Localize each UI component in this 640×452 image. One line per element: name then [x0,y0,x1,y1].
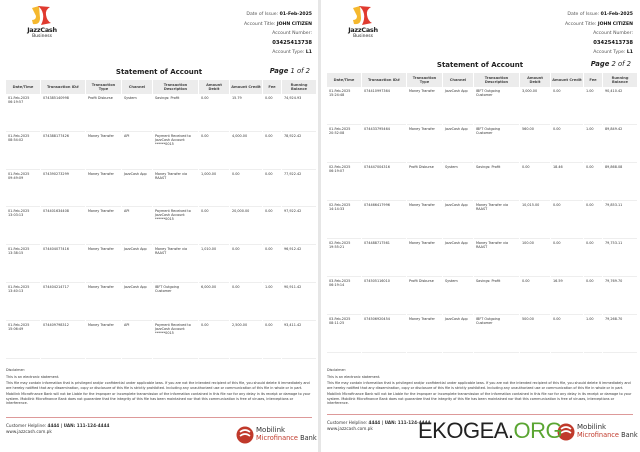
table-cell: 074401634408 [41,207,85,245]
table-cell: System [122,94,152,132]
table-cell: 74,924.93 [282,94,316,132]
table-cell: Money Transfer via RAAST [474,239,519,277]
table-cell: 89,849.42 [603,125,637,163]
table-cell: 074388177426 [41,132,85,170]
column-header: Amount Credit [230,80,262,94]
table-cell: 93,411.42 [282,321,316,359]
disclaimer-text: This is an electronic statement. [6,374,60,379]
table-cell: 1.00 [584,315,602,353]
table-cell: Profit Disburse [407,277,442,315]
table-cell: 0.00 [263,132,281,170]
table-cell: 01-Feb-2025 06:19:57 [6,94,40,132]
transaction-row [6,170,316,208]
statement-page-2 [321,0,639,452]
table-cell: Money Transfer [407,315,442,353]
table-cell: 0.00 [199,321,229,359]
watermark [418,419,562,443]
table-cell: System [443,277,473,315]
table-cell: 79,268.70 [603,315,637,353]
table-cell: 074433795464 [362,125,406,163]
table-cell: 15.79 [230,94,262,132]
transaction-row [327,163,637,201]
table-cell: API [122,321,152,359]
table-cell: 3,000.00 [520,87,550,125]
column-header: Amount Debit [520,73,550,87]
helpline-number: 4444 | UAN: 111-124-4444 [47,423,110,428]
column-header: Transaction Type [86,80,121,94]
table-cell: Money Transfer [407,201,442,239]
table-cell: 1.00 [584,87,602,125]
account-title: JOHN CITIZEN [276,21,312,27]
table-cell: Money Transfer [86,245,121,283]
page-number [591,60,631,68]
table-cell: Savings: Profit [153,94,198,132]
table-cell: Money Transfer [407,87,442,125]
watermark-part-2: ORG [513,418,563,443]
table-cell: 03-Feb-2025 08:11:25 [327,315,361,353]
jazzcash-logo [22,4,62,42]
table-cell: 77,922.42 [282,170,316,208]
table-cell: 10,015.00 [520,201,550,239]
transaction-row [6,245,316,283]
page-count: 1 of 2 [288,67,310,75]
jazzcash-logo [343,4,383,42]
table-cell: 01-Feb-2025 09:49:09 [6,170,40,208]
account-number-label: Account Number: [593,31,633,37]
table-cell: 100.00 [520,239,550,277]
table-cell: IBFT Outgoing Customer [474,315,519,353]
table-cell: 074505116010 [362,277,406,315]
table-cell: 4,000.00 [230,132,262,170]
helpline [6,423,109,435]
table-cell: Money Transfer [86,321,121,359]
table-cell: 0.00 [551,239,583,277]
table-cell: 96,912.42 [282,245,316,283]
transactions-table [5,80,317,359]
website-link[interactable]: www.jazzcash.com.pk [327,426,373,431]
table-cell: JazzCash App [122,170,152,208]
page-count: 2 of 2 [609,60,631,68]
column-header: Channel [122,80,152,94]
table-cell: JazzCash App [122,245,152,283]
table-cell: 1.00 [263,283,281,321]
transaction-row [327,239,637,277]
table-cell: 0.00 [551,125,583,163]
table-cell: 0.00 [230,170,262,208]
account-title-label: Account Title: [243,21,276,27]
disclaimer-heading: Disclaimer: [327,368,347,372]
column-header: Amount Credit [551,73,583,87]
table-cell: 16.59 [551,277,583,315]
table-cell: 074409798312 [41,321,85,359]
table-cell: JazzCash App [443,201,473,239]
column-header: Transaction ID# [362,73,406,87]
column-header: Transaction ID# [41,80,85,94]
logo-subtext: Business [32,34,52,39]
table-cell: 0.00 [230,283,262,321]
helpline [327,420,430,432]
helpline-label: Customer Helpline: [327,420,368,425]
account-number: 03425413738 [272,39,312,46]
table-cell: 0.00 [199,207,229,245]
table-cell: 02-Feb-2025 06:19:07 [327,163,361,201]
table-cell: IBFT Outgoing Customer [474,87,519,125]
table-cell: 0.00 [551,315,583,353]
transaction-row [6,283,316,321]
mobilink-bank-logo [234,424,318,446]
column-header: Fee [263,80,281,94]
logo-subtext: Business [353,34,373,39]
table-cell: 89,868.08 [603,163,637,201]
table-cell: IBFT Outgoing Customer [474,125,519,163]
table-cell: Payment Received to JazzCash Account ******0015 [153,207,198,245]
table-cell: 0.00 [263,245,281,283]
table-cell: JazzCash App [443,239,473,277]
table-cell: Profit Disburse [86,94,121,132]
website-link[interactable]: www.jazzcash.com.pk [6,429,52,434]
table-cell: 1,010.00 [199,245,229,283]
column-header: Running Balance [603,73,637,87]
page-number [270,67,310,75]
transactions-table [326,73,638,353]
page-label: Page [269,67,289,75]
column-header: Fee [584,73,602,87]
column-header: Transaction Description [153,80,198,94]
table-cell: 074404077416 [41,245,85,283]
table-cell: 78,922.42 [282,132,316,170]
column-header: Channel [443,73,473,87]
account-type: L1 [626,50,633,56]
table-cell: Profit Disburse [407,163,442,201]
table-cell: 6,000.00 [199,283,229,321]
mobilink-bank-logo [555,421,639,443]
table-cell: Savings: Profit [474,277,519,315]
column-header: Date/Time [327,73,361,87]
table-cell: 97,922.42 [282,207,316,245]
column-header: Transaction Description [474,73,519,87]
table-cell: Money Transfer [407,239,442,277]
transaction-row [6,132,316,170]
bank-name-3: Bank [621,431,638,439]
account-type: L1 [305,50,312,56]
disclaimer [6,368,312,407]
issue-date-label: Date of Issue: [567,12,600,17]
account-type-label: Account Type: [593,50,626,56]
disclaimer-text: This file may contain information that is privileged and/or confidential under applicable laws. If you are not the intended recipient of this file, you should delete it immediately and are hereby notified that any dissemination, copy or disclosure of this file is strictly prohibited. Including any unauthorized use or communication of this file in whole or in part. [327,381,631,390]
transaction-row [327,277,637,315]
column-header: Running Balance [282,80,316,94]
table-cell: Money Transfer via RAAST [474,201,519,239]
table-cell: 18.46 [551,163,583,201]
issue-date-label: Date of Issue: [246,12,279,17]
statement-title: Statement of Account [115,68,203,76]
statement-page-1 [0,0,318,452]
transaction-row [327,201,637,239]
table-cell: 074488717561 [362,239,406,277]
table-cell: 1,000.00 [199,170,229,208]
table-cell: 01-Feb-2025 15:24:48 [327,87,361,125]
disclaimer-text: Mobilink Microfinance Bank will not be Liable for the improper or incomplete transmission of the information contained in this file nor for any delay in its receipt or damage to your system. Mobilink Microfinance Bank does not guarantee that the integrity of this file has been maintained nor that this communication is free of viruses, interceptions or interference. [6,392,311,405]
issue-date: 01-Feb-2025 [279,12,312,17]
table-cell: 074447004316 [362,163,406,201]
disclaimer [327,368,633,407]
transaction-row [327,125,637,163]
table-cell: 0.00 [584,239,602,277]
table-cell: JazzCash App [443,125,473,163]
table-cell: 074466417996 [362,201,406,239]
table-cell: 2,500.00 [230,321,262,359]
table-cell: JazzCash App [122,283,152,321]
table-cell: 79,769.70 [603,277,637,315]
column-header: Date/Time [6,80,40,94]
transaction-row [327,87,637,125]
table-cell: 0.00 [199,132,229,170]
table-cell: 074404214717 [41,283,85,321]
account-title: JOHN CITIZEN [597,21,633,27]
table-cell: 79,853.11 [603,201,637,239]
disclaimer-heading: Disclaimer: [6,368,26,372]
table-cell: 01-Feb-2025 15:06:49 [6,321,40,359]
table-cell: 0.00 [199,94,229,132]
table-cell: JazzCash App [443,87,473,125]
transaction-row [6,321,316,359]
table-cell: 01-Feb-2025 13:38:15 [6,245,40,283]
table-cell: 01-Feb-2025 13:03:13 [6,207,40,245]
disclaimer-text: This file may contain information that is privileged and/or confidential under applicable laws. If you are not the intended recipient of this file, you should delete it immediately and are hereby notified that any dissemination, copy or disclosure of this file is strictly prohibited. Including any unauthorized use or communication of this file in whole or in part. [6,381,310,390]
table-cell: 02-Feb-2025 14:14:33 [327,201,361,239]
table-cell: Payment Received to JazzCash Account ******0015 [153,132,198,170]
table-cell: 0.00 [263,170,281,208]
table-cell: 0.00 [263,94,281,132]
table-cell: 20,000.00 [230,207,262,245]
bank-name-2: Microfinance [256,434,298,442]
disclaimer-text: Mobilink Microfinance Bank will not be Liable for the improper or incomplete transmission of the information contained in this file nor for any delay in its receipt or damage to your system. Mobilink Microfinance Bank does not guarantee that the integrity of this file has been maintained nor that this communication is free of viruses, interceptions or interference. [327,392,632,405]
bank-name: Mobilink [577,423,607,431]
jazzcash-logo-icon [30,4,52,26]
table-cell: 0.00 [520,277,550,315]
table-cell: 0.00 [520,163,550,201]
account-title-label: Account Title: [564,21,597,27]
helpline-label: Customer Helpline: [6,423,47,428]
page-label: Page [590,60,610,68]
table-cell: Money Transfer [86,132,121,170]
table-cell: Money Transfer via RAAST [153,170,198,208]
bank-name-2: Microfinance [577,431,619,439]
table-cell: 0.00 [551,201,583,239]
transaction-row [327,315,637,353]
table-cell: 90,911.42 [282,283,316,321]
table-cell: API [122,132,152,170]
table-cell: 0.00 [584,163,602,201]
bank-name: Mobilink [256,426,286,434]
table-cell: IBFT Outgoing Customer [153,283,198,321]
table-cell: Money Transfer [86,283,121,321]
table-cell: API [122,207,152,245]
logo-text: JazzCash [348,26,378,34]
account-info [565,10,633,58]
table-cell: JazzCash App [443,315,473,353]
column-header: Amount Debit [199,80,229,94]
table-cell: System [443,163,473,201]
account-number: 03425413738 [593,39,633,46]
table-cell: 074506920454 [362,315,406,353]
helpline-number: 4444 | UAN: 111-124-4444 [368,420,431,425]
logo-text: JazzCash [27,26,57,34]
table-cell: 1.00 [584,125,602,163]
mobilink-logo-icon [236,426,254,444]
table-cell: 79,753.11 [603,239,637,277]
table-cell: 0.00 [584,277,602,315]
table-cell: 01-Feb-2025 13:40:13 [6,283,40,321]
table-cell: 01-Feb-2025 08:54:02 [6,132,40,170]
table-cell: 560.00 [520,125,550,163]
footer-divider [327,414,633,415]
table-cell: Money Transfer via RAAST [153,245,198,283]
disclaimer-text: This is an electronic statement. [327,374,381,379]
bank-name-3: Bank [300,434,317,442]
footer-divider [6,417,312,418]
table-cell: 074390273299 [41,170,85,208]
table-cell: 074410997364 [362,87,406,125]
table-cell: Money Transfer [86,207,121,245]
account-info [244,10,312,58]
table-cell: 0.00 [263,321,281,359]
table-cell: 01-Feb-2025 20:52:08 [327,125,361,163]
account-type-label: Account Type: [272,50,305,56]
jazzcash-logo-icon [351,4,373,26]
statement-title: Statement of Account [436,61,524,69]
transaction-row [6,207,316,245]
table-cell: Savings: Profit [474,163,519,201]
issue-date: 01-Feb-2025 [600,12,633,17]
table-cell: 0.00 [263,207,281,245]
table-cell: Money Transfer [407,125,442,163]
watermark-part-1: EKOGEA. [418,418,514,443]
account-number-label: Account Number: [272,31,312,37]
table-cell: 0.00 [230,245,262,283]
table-cell: 500.00 [520,315,550,353]
transaction-row [6,94,316,132]
column-header: Transaction Type [407,73,442,87]
table-cell: 0.00 [551,87,583,125]
table-cell: 03-Feb-2025 06:19:14 [327,277,361,315]
table-cell: Money Transfer [86,170,121,208]
table-cell: 074385140998 [41,94,85,132]
table-cell: 02-Feb-2025 19:55:21 [327,239,361,277]
table-cell: Payment Received to JazzCash Account ******0015 [153,321,198,359]
table-cell: 90,410.42 [603,87,637,125]
table-cell: 0.00 [584,201,602,239]
